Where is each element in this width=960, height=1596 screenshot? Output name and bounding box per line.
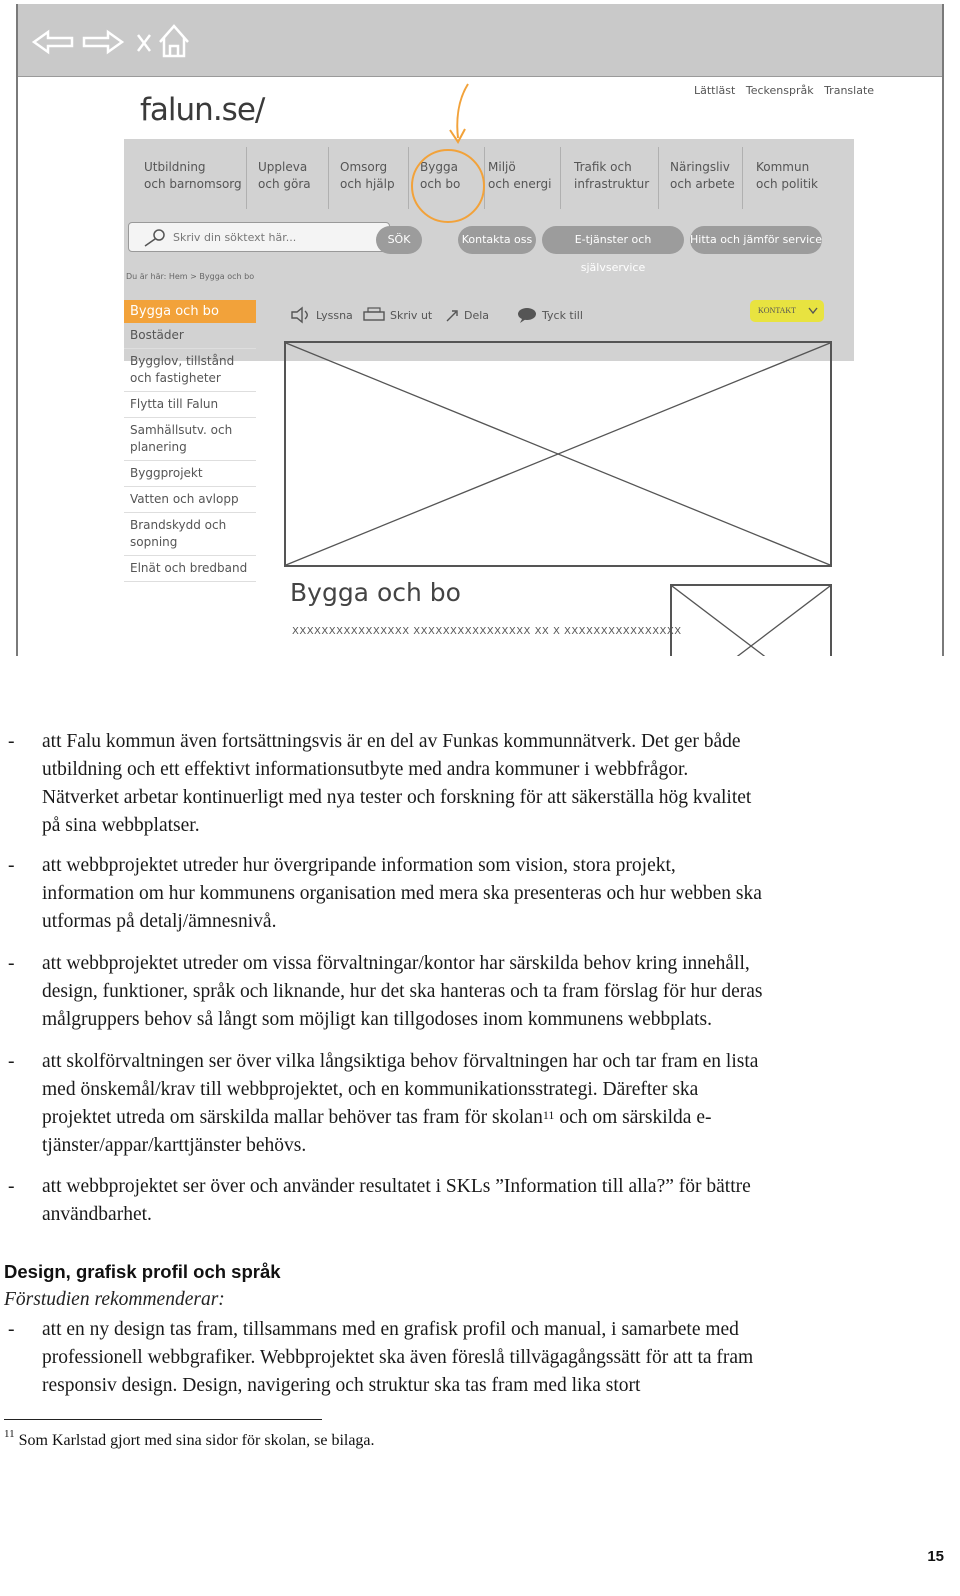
e-services-button[interactable]: E-tjänster och självservice xyxy=(542,226,684,254)
left-nav-active-item[interactable]: Bygga och bo xyxy=(124,300,256,323)
link-translate[interactable]: Translate xyxy=(824,84,875,97)
left-nav-item[interactable]: Byggprojekt xyxy=(124,461,256,487)
browser-nav-icons xyxy=(32,22,202,62)
site-logo[interactable]: falun.se/ xyxy=(140,92,265,128)
contact-dropdown-label: KONTAKT xyxy=(758,306,797,315)
menu-item-miljo[interactable]: Miljö och energi xyxy=(488,160,552,191)
back-arrow-icon xyxy=(34,32,72,52)
section-subheading: Förstudien rekommenderar: xyxy=(4,1289,225,1310)
menu-divider xyxy=(742,147,743,209)
left-nav-item[interactable]: Samhällsutv. och planering xyxy=(124,418,256,461)
menu-divider xyxy=(560,147,561,209)
printer-icon xyxy=(362,306,386,324)
left-nav-item[interactable]: Vatten och avlopp xyxy=(124,487,256,513)
forward-arrow-icon xyxy=(84,32,122,52)
left-nav-item[interactable]: Flytta till Falun xyxy=(124,392,256,418)
menu-item-naringsliv[interactable]: Näringsliv och arbete xyxy=(670,160,735,191)
menu-item-trafik[interactable]: Trafik och infrastruktur xyxy=(574,160,650,191)
search-input[interactable] xyxy=(128,222,390,252)
home-icon xyxy=(160,26,188,56)
search-icon xyxy=(139,227,169,249)
wireframe-sketch xyxy=(16,4,944,656)
image-placeholder-cross xyxy=(286,343,830,565)
browser-toolbar xyxy=(18,4,942,77)
menu-divider xyxy=(328,147,329,209)
link-lattlast[interactable]: Lättläst xyxy=(694,84,736,97)
small-image-placeholder-cross xyxy=(672,586,830,656)
small-image-placeholder xyxy=(670,584,832,656)
link-teckensprak[interactable]: Teckenspråk xyxy=(745,84,814,97)
image-placeholder xyxy=(284,341,832,567)
menu-divider xyxy=(658,147,659,209)
speech-bubble-icon xyxy=(516,306,538,324)
left-nav-item[interactable]: Bostäder xyxy=(124,323,256,349)
tool-print[interactable]: Skriv ut xyxy=(390,309,433,322)
breadcrumb: Du är här: Hem > Bygga och bo xyxy=(126,272,255,281)
contact-button[interactable]: Kontakta oss xyxy=(458,226,536,254)
orange-highlight-icon xyxy=(398,80,498,224)
close-icon xyxy=(138,35,150,51)
menu-item-kommun[interactable]: Kommun och politik xyxy=(756,160,818,191)
top-links xyxy=(694,84,881,97)
section-heading: Design, grafisk profil och språk xyxy=(4,1261,281,1282)
tool-share[interactable]: Dela xyxy=(464,309,490,322)
contact-dropdown[interactable] xyxy=(750,300,824,322)
share-icon xyxy=(444,306,462,324)
tool-feedback[interactable]: Tyck till xyxy=(542,309,583,322)
left-nav-item[interactable]: Bygglov, tillstånd och fastigheter xyxy=(124,349,256,392)
footnote: $^{11}$ Som Karlstad gjort med sina sidor för skolan, se bilaga. xyxy=(4,1428,375,1449)
chevron-down-icon xyxy=(808,307,818,315)
menu-item-bygga[interactable]: Bygga och bo xyxy=(420,160,461,191)
find-service-button[interactable]: Hitta och jämför service xyxy=(690,226,822,254)
footnote-divider xyxy=(4,1419,322,1420)
left-navigation xyxy=(124,300,256,582)
menu-item-uppleva[interactable]: Uppleva och göra xyxy=(258,160,311,191)
left-nav-item[interactable]: Elnät och bredband xyxy=(124,556,256,582)
page-heading: Bygga och bo xyxy=(290,578,461,607)
menu-item-omsorg[interactable]: Omsorg och hjälp xyxy=(340,160,395,191)
search-placeholder: Skriv din söktext här... xyxy=(173,231,297,244)
menu-item-utbildning[interactable]: Utbildning och barnomsorg xyxy=(144,160,242,191)
footnote-ref[interactable]: 11 xyxy=(542,1108,555,1122)
speaker-icon xyxy=(290,306,312,324)
menu-divider xyxy=(246,147,247,209)
tool-listen[interactable]: Lyssna xyxy=(316,309,353,322)
search-button[interactable]: SÖK xyxy=(376,226,422,254)
placeholder-text: XXXXXXXXXXXXXXXX XXXXXXXXXXXXXXXX XX X XXXXXXXXXXXXXXXX xyxy=(292,626,682,637)
page-number: 15 xyxy=(927,1548,944,1565)
left-nav-item[interactable]: Brandskydd och sopning xyxy=(124,513,256,556)
